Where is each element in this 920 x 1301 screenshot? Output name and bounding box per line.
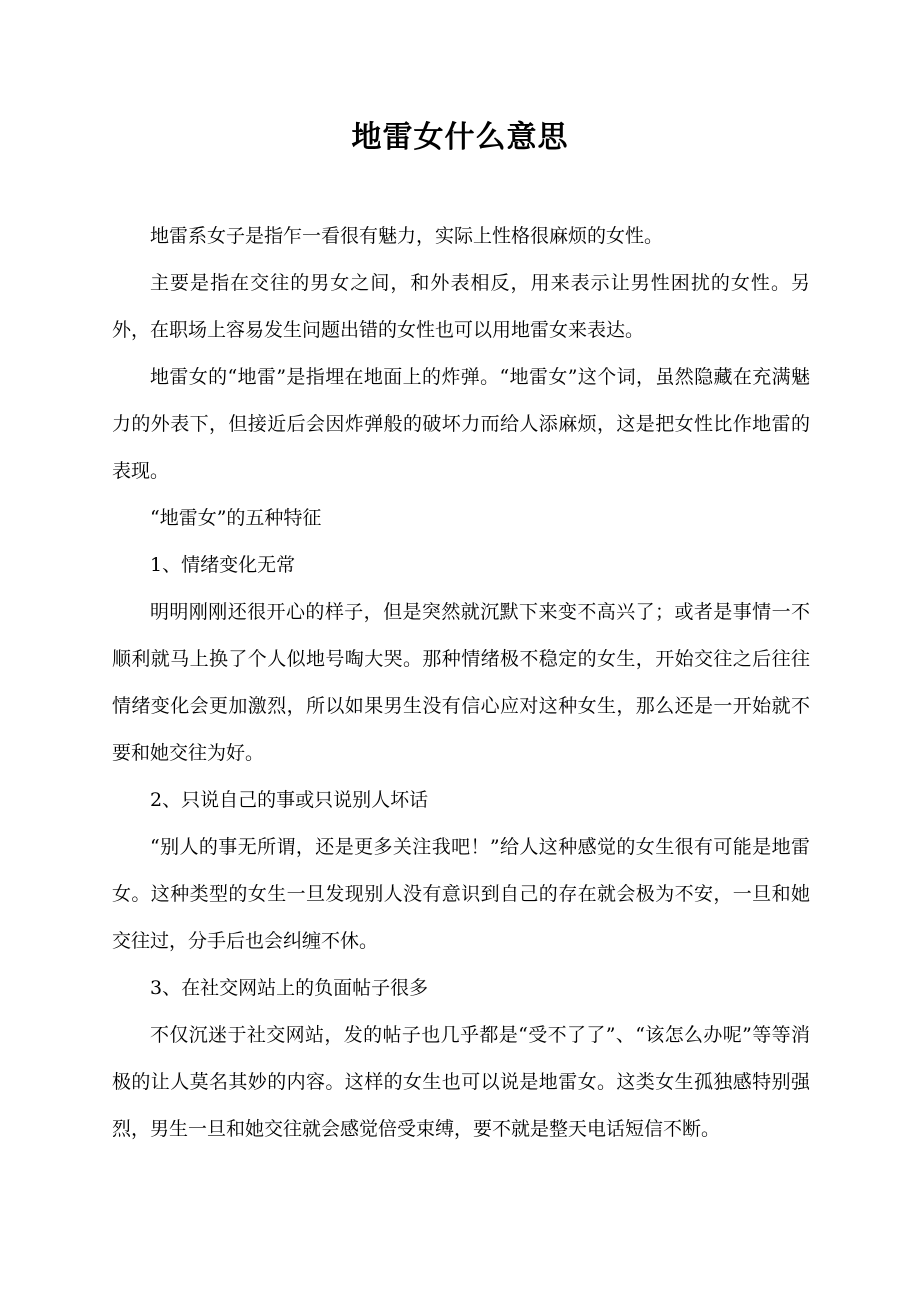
paragraph-landmine-explanation: 地雷女的“地雷”是指埋在地面上的炸弹。“地雷女”这个词，虽然隐藏在充满魅力的外表下，但接近后会因炸弹般的破坏力而给人添麻烦，这是把女性比作地雷的表现。 bbox=[112, 366, 810, 482]
paragraph-main-meaning: 主要是指在交往的男女之间，和外表相反，用来表示让男性困扰的女性。另外，在职场上容易发生问题出错的女性也可以用地雷女来表达。 bbox=[112, 272, 810, 341]
document-body bbox=[112, 213, 810, 1153]
paragraph-definition: 地雷系女子是指乍一看很有魅力，实际上性格很麻烦的女性。 bbox=[150, 225, 664, 247]
trait-paragraph-2: “别人的事无所谓，还是更多关注我吧！”给人这种感觉的女生很有可能是地雷女。这种类型的女生一旦发现别人没有意识到自己的存在就会极为不安，一旦和她交往过，分手后也会纠缠不休。 bbox=[112, 836, 810, 952]
section-heading-five-traits: “地雷女”的五种特征 bbox=[150, 507, 322, 529]
trait-heading-3: 3、在社交网站上的负面帖子很多 bbox=[150, 977, 429, 999]
trait-paragraph-3: 不仅沉迷于社交网站，发的帖子也几乎都是“受不了了”、“该怎么办呢”等等消极的让人莫名其妙的内容。这样的女生也可以说是地雷女。这类女生孤独感特别强烈，男生一旦和她交往就会感觉倍受束缚，要不就是整天电话短信不断。 bbox=[112, 1024, 810, 1140]
trait-paragraph-1: 明明刚刚还很开心的样子，但是突然就沉默下来变不高兴了；或者是事情一不顺利就马上换了个人似地号啕大哭。那种情绪极不稳定的女生，开始交往之后往往情绪变化会更加激烈，所以如果男生没有信心应对这种女生，那么还是一开始就不要和她交往为好。 bbox=[112, 601, 810, 764]
trait-heading-2: 2、只说自己的事或只说别人坏话 bbox=[150, 789, 429, 811]
trait-heading-1: 1、情绪变化无常 bbox=[150, 554, 296, 576]
document-title: 地雷女什么意思 bbox=[351, 120, 569, 155]
